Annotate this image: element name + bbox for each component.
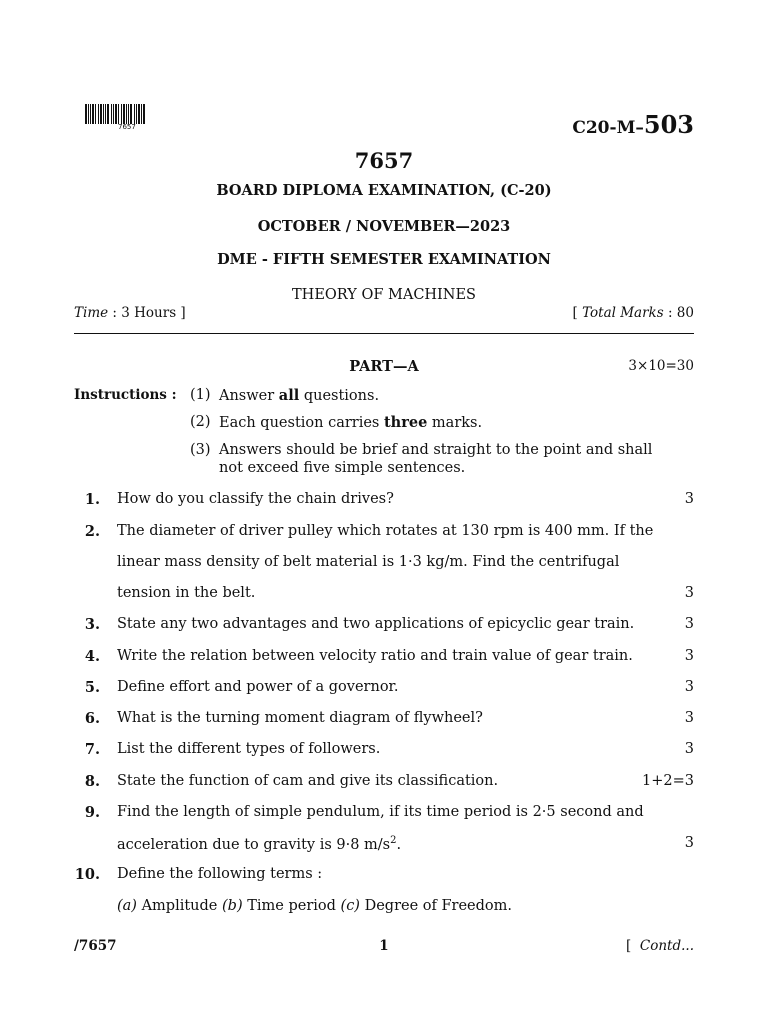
question-7-marks: 3 [684,741,694,757]
question-7-number: 7. [84,741,100,758]
instruction-3-line2: not exceed five simple sentences. [219,460,466,476]
question-1-text: How do you classify the chain drives? [117,491,394,507]
time-label: Time [74,305,109,321]
question-1-number: 1. [84,491,100,508]
instruction-2 [219,414,482,431]
question-2-line1: The diameter of driver pulley which rotates at 130 rpm is 400 mm. If the [117,523,654,539]
instruction-3-line1: Answers should be brief and straight to the point and shall [219,442,653,458]
marks-info [572,305,694,321]
question-10-subparts [117,898,512,914]
question-8-number: 8. [84,773,100,790]
instruction-1 [219,387,379,404]
question-6-text: What is the turning moment diagram of flywheel? [117,710,483,726]
board-title: BOARD DIPLOMA EXAMINATION, (C-20) [216,182,552,199]
question-6-marks: 3 [684,710,694,726]
question-8-marks: 1+2=3 [642,773,694,789]
instruction-2-text: Each question carries [219,415,384,431]
footer-bracket: [ [626,938,632,954]
question-4-number: 4. [84,648,100,665]
question-2-line2: linear mass density of belt material is 1·3 kg/m. Find the centrifugal [117,554,620,570]
subpart-b-text: Time period [242,898,341,914]
header-rule [74,333,694,334]
marks-label: Total Marks [582,305,664,321]
instruction-1-num: (1) [190,387,211,403]
instruction-1-text: Answer [219,388,279,404]
session-title: OCTOBER / NOVEMBER—2023 [257,218,511,235]
paper-code [572,110,694,139]
subpart-c-label: (c) [340,898,360,914]
paper-id: 7657 [354,148,414,173]
subpart-b-label: (b) [222,898,243,914]
barcode [85,104,171,124]
subpart-c-text: Degree of Freedom. [359,898,512,914]
marks-prefix: [ [572,305,578,321]
question-10-line1: Define the following terms : [117,866,323,882]
question-2-number: 2. [84,523,100,540]
question-5-number: 5. [84,679,100,696]
footer-contd: Contd... [639,938,694,954]
instruction-2-text-end: marks. [427,415,483,431]
instructions-label: Instructions : [74,387,177,403]
paper-code-prefix: C20-M– [572,118,644,138]
question-9-line2-end: . [396,836,402,853]
question-9-marks: 3 [684,835,694,851]
question-9-superscript: 2 [390,835,397,846]
question-3-number: 3. [84,616,100,633]
exam-title: DME - FIFTH SEMESTER EXAMINATION [217,251,551,268]
question-4-marks: 3 [684,648,694,664]
question-5-text: Define effort and power of a governor. [117,679,399,695]
instruction-2-bold: three [383,414,428,431]
subpart-a-label: (a) [117,898,137,914]
question-3-text: State any two advantages and two applications of epicyclic gear train. [117,616,635,632]
question-3-marks: 3 [684,616,694,632]
barcode-number: 7657 [118,123,136,131]
question-4-text: Write the relation between velocity ratio and train value of gear train. [117,648,633,664]
question-8-text: State the function of cam and give its classification. [117,773,499,789]
instruction-3-num: (3) [190,442,211,458]
time-info [74,305,186,321]
instruction-2-num: (2) [190,414,211,430]
question-10-number: 10. [74,866,100,883]
marks-value: : 80 [667,305,694,321]
question-2-marks: 3 [684,585,694,601]
question-9-line2 [117,835,401,853]
time-value: : 3 Hours ] [112,305,186,321]
question-9-number: 9. [84,804,100,821]
subpart-a-text: Amplitude [136,898,222,914]
question-5-marks: 3 [684,679,694,695]
instruction-1-text-end: questions. [299,388,380,404]
page-number: 1 [379,938,389,954]
part-title: PART—A [349,358,419,375]
question-9-line1: Find the length of simple pendulum, if its time period is 2·5 second and [117,804,644,820]
footer-continued [626,938,694,954]
paper-code-number: 503 [643,110,694,139]
question-2-line3: tension in the belt. [117,585,256,601]
question-6-number: 6. [84,710,100,727]
footer-code: /7657 [74,938,117,954]
subject-title: THEORY OF MACHINES [292,287,476,303]
question-9-line2-text: acceleration due to gravity is 9·8 m/s [117,836,391,853]
instruction-1-bold: all [278,387,300,404]
part-marks: 3×10=30 [628,358,694,374]
question-7-text: List the different types of followers. [117,741,381,757]
question-1-marks: 3 [684,491,694,507]
